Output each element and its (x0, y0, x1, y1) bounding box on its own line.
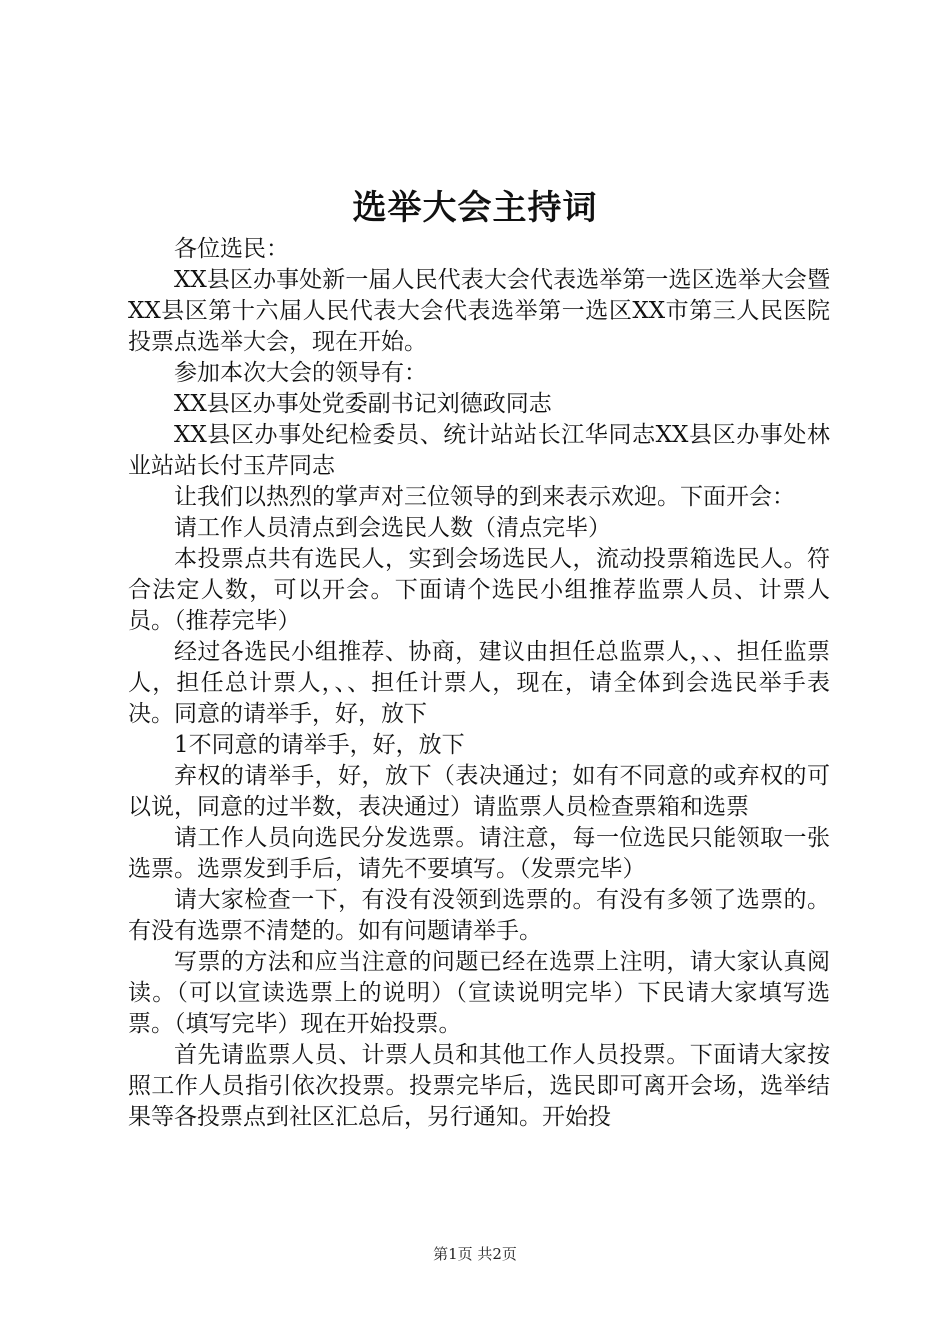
paragraph-welcome: 让我们以热烈的掌声对三位领导的到来表示欢迎。下面开会： (174, 484, 795, 510)
paragraph-distribute: 请工作人员向选民分发选票。请注意，每一位选民只能领取一张选票。选票发到手后，请先不要填写。（发票完毕） (128, 825, 830, 882)
paragraph-leader-1: XX县区办事处党委副书记刘德政同志 (174, 391, 552, 417)
paragraph-check: 请大家检查一下，有没有没领到选票的。有没有多领了选票的。有没有选票不清楚的。如有问题请举手。 (128, 887, 830, 944)
paragraph-disagree: 1不同意的请举手，好，放下 (174, 732, 465, 758)
document-body (128, 234, 830, 1133)
paragraph-leaders-intro: 参加本次大会的领导有： (174, 360, 427, 386)
paragraph-abstain: 弃权的请举手，好，放下（表决通过；如有不同意的或弃权的可以说，同意的过半数，表决通过）请监票人员检查票箱和选票 (128, 763, 830, 820)
paragraph-greeting: 各位选民： (174, 236, 289, 262)
paragraph-voting: 首先请监票人员、计票人员和其他工作人员投票。下面请大家按照工作人员指引依次投票。投票完毕后，选民即可离开会场，选举结果等各投票点到社区汇总后，另行通知。开始投 (128, 1042, 830, 1130)
paragraph-instructions: 写票的方法和应当注意的问题已经在选票上注明，请大家认真阅读。（可以宣读选票上的说明）（宣读说明完毕）下民请大家填写选票。（填写完毕）现在开始投票。 (128, 949, 830, 1037)
document-title: 选举大会主持词 (352, 188, 598, 228)
page-number: 第1页 共2页 (433, 1245, 517, 1263)
paragraph-leader-2-3: XX县区办事处纪检委员、统计站站长江华同志XX县区办事处林业站站长付玉芹同志 (128, 422, 830, 479)
paragraph-quorum: 本投票点共有选民人，实到会场选民人，流动投票箱选民人。符合法定人数，可以开会。下面请个选民小组推荐监票人员、计票人员。（推荐完毕） (128, 546, 830, 634)
paragraph-proposal: 经过各选民小组推荐、协商，建议由担任总监票人，、、担任监票人，担任总计票人，、、担任计票人，现在，请全体到会选民举手表决。同意的请举手，好，放下 (128, 639, 830, 727)
paragraph-count: 请工作人员清点到会选民人数（清点完毕） (174, 515, 611, 541)
paragraph-opening: XX县区办事处新一届人民代表大会代表选举第一选区选举大会暨XX县区第十六届人民代表大会代表选举第一选区XX市第三人民医院投票点选举大会，现在开始。 (128, 267, 830, 355)
